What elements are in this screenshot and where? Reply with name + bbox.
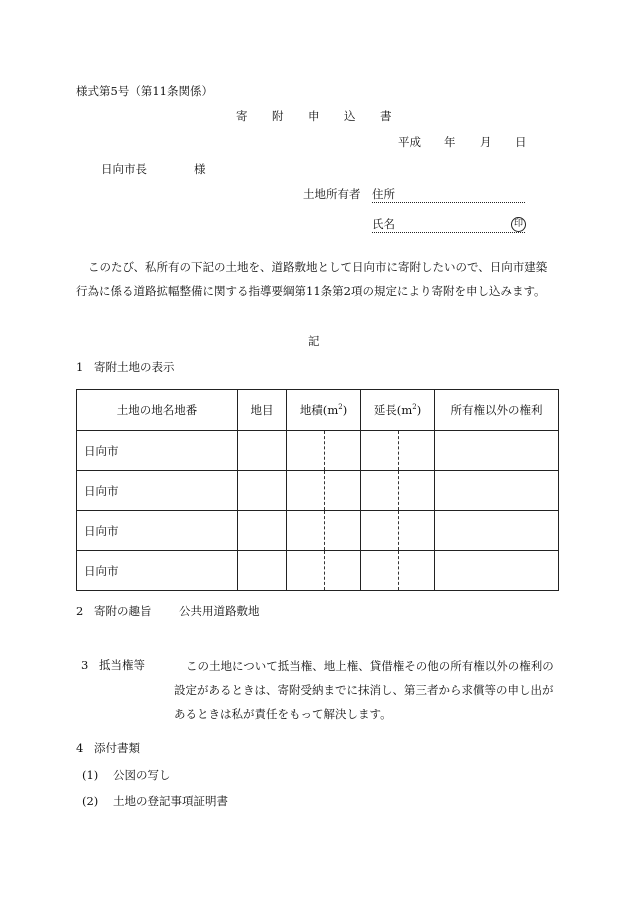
name-label: 氏名 (372, 217, 395, 231)
section-number: 2 (76, 604, 84, 618)
land-table (76, 389, 559, 591)
cell-location[interactable]: 日向市 (77, 551, 238, 591)
section-title: 添付書類 (94, 741, 140, 755)
table-row (77, 471, 559, 511)
attachment-item: 土地の登記事項証明書 (113, 794, 228, 808)
title-char: 書 (380, 109, 392, 123)
ki-heading: 記 (308, 334, 320, 348)
name-field[interactable] (372, 232, 525, 233)
owner-label: 土地所有者 (303, 187, 361, 201)
table-row (77, 551, 559, 591)
intro-paragraph: このたび、私所有の下記の土地を、道路敷地として日向市に寄附したいので、日向市建築行為に係る道路拡幅整備に関する指導要綱第11条第2項の規定により寄附を申し込みます。 (76, 260, 548, 298)
title-char: 附 (272, 109, 284, 123)
address-field[interactable] (372, 202, 525, 203)
header-category: 地目 (238, 390, 287, 431)
form-id: 様式第5号（第11条関係） (76, 84, 213, 98)
header-location: 土地の地名地番 (77, 390, 238, 431)
cell-location[interactable]: 日向市 (77, 431, 238, 471)
section-number: 1 (76, 360, 84, 374)
cell-other-rights[interactable] (435, 551, 559, 591)
header-area: 地積$(m^2)$ (287, 390, 361, 431)
cell-category[interactable] (238, 431, 287, 471)
cell-area[interactable] (287, 431, 361, 471)
address-label: 住所 (372, 187, 395, 201)
cell-other-rights[interactable] (435, 511, 559, 551)
section-number: 3 (81, 658, 89, 672)
cell-area[interactable] (287, 511, 361, 551)
seal-mark: 印 (511, 217, 526, 232)
header-other-rights: 所有権以外の権利 (435, 390, 559, 431)
attachment-num: (1) (82, 768, 99, 782)
cell-location[interactable]: 日向市 (77, 471, 238, 511)
table-row (77, 511, 559, 551)
donation-purpose: 公共用道路敷地 (179, 604, 260, 618)
section-title: 寄附の趣旨 (94, 604, 152, 618)
cell-category[interactable] (238, 551, 287, 591)
title-char: 申 (308, 109, 320, 123)
cell-length[interactable] (361, 511, 435, 551)
cell-category[interactable] (238, 511, 287, 551)
addressee-name: 日向市長 (101, 162, 147, 176)
section-number: 4 (76, 741, 84, 755)
attachment-item: 公図の写し (113, 768, 171, 782)
section-title: 抵当権等 (99, 658, 145, 672)
cell-other-rights[interactable] (435, 431, 559, 471)
cell-other-rights[interactable] (435, 471, 559, 511)
table-header-row (77, 390, 559, 431)
addressee-honorific: 様 (194, 162, 206, 176)
mortgage-text: この土地について抵当権、地上権、貸借権その他の所有権以外の権利の設定があるときは、寄附受納までに抹消し、第三者から求償等の申し出があるときは私が責任をもって解決します。 (174, 659, 554, 721)
date-era: 平成 (398, 135, 421, 149)
table-row (77, 431, 559, 471)
cell-area[interactable] (287, 551, 361, 591)
header-length: 延長$(m^2)$ (361, 390, 435, 431)
date-year: 年 (444, 135, 456, 149)
title-char: 寄 (236, 109, 248, 123)
cell-category[interactable] (238, 471, 287, 511)
date-day: 日 (515, 135, 527, 149)
attachment-num: (2) (82, 794, 99, 808)
cell-location[interactable]: 日向市 (77, 511, 238, 551)
date-month: 月 (480, 135, 492, 149)
cell-length[interactable] (361, 551, 435, 591)
section-title: 寄附土地の表示 (94, 360, 175, 374)
cell-length[interactable] (361, 431, 435, 471)
cell-area[interactable] (287, 471, 361, 511)
title-char: 込 (344, 109, 356, 123)
cell-length[interactable] (361, 471, 435, 511)
